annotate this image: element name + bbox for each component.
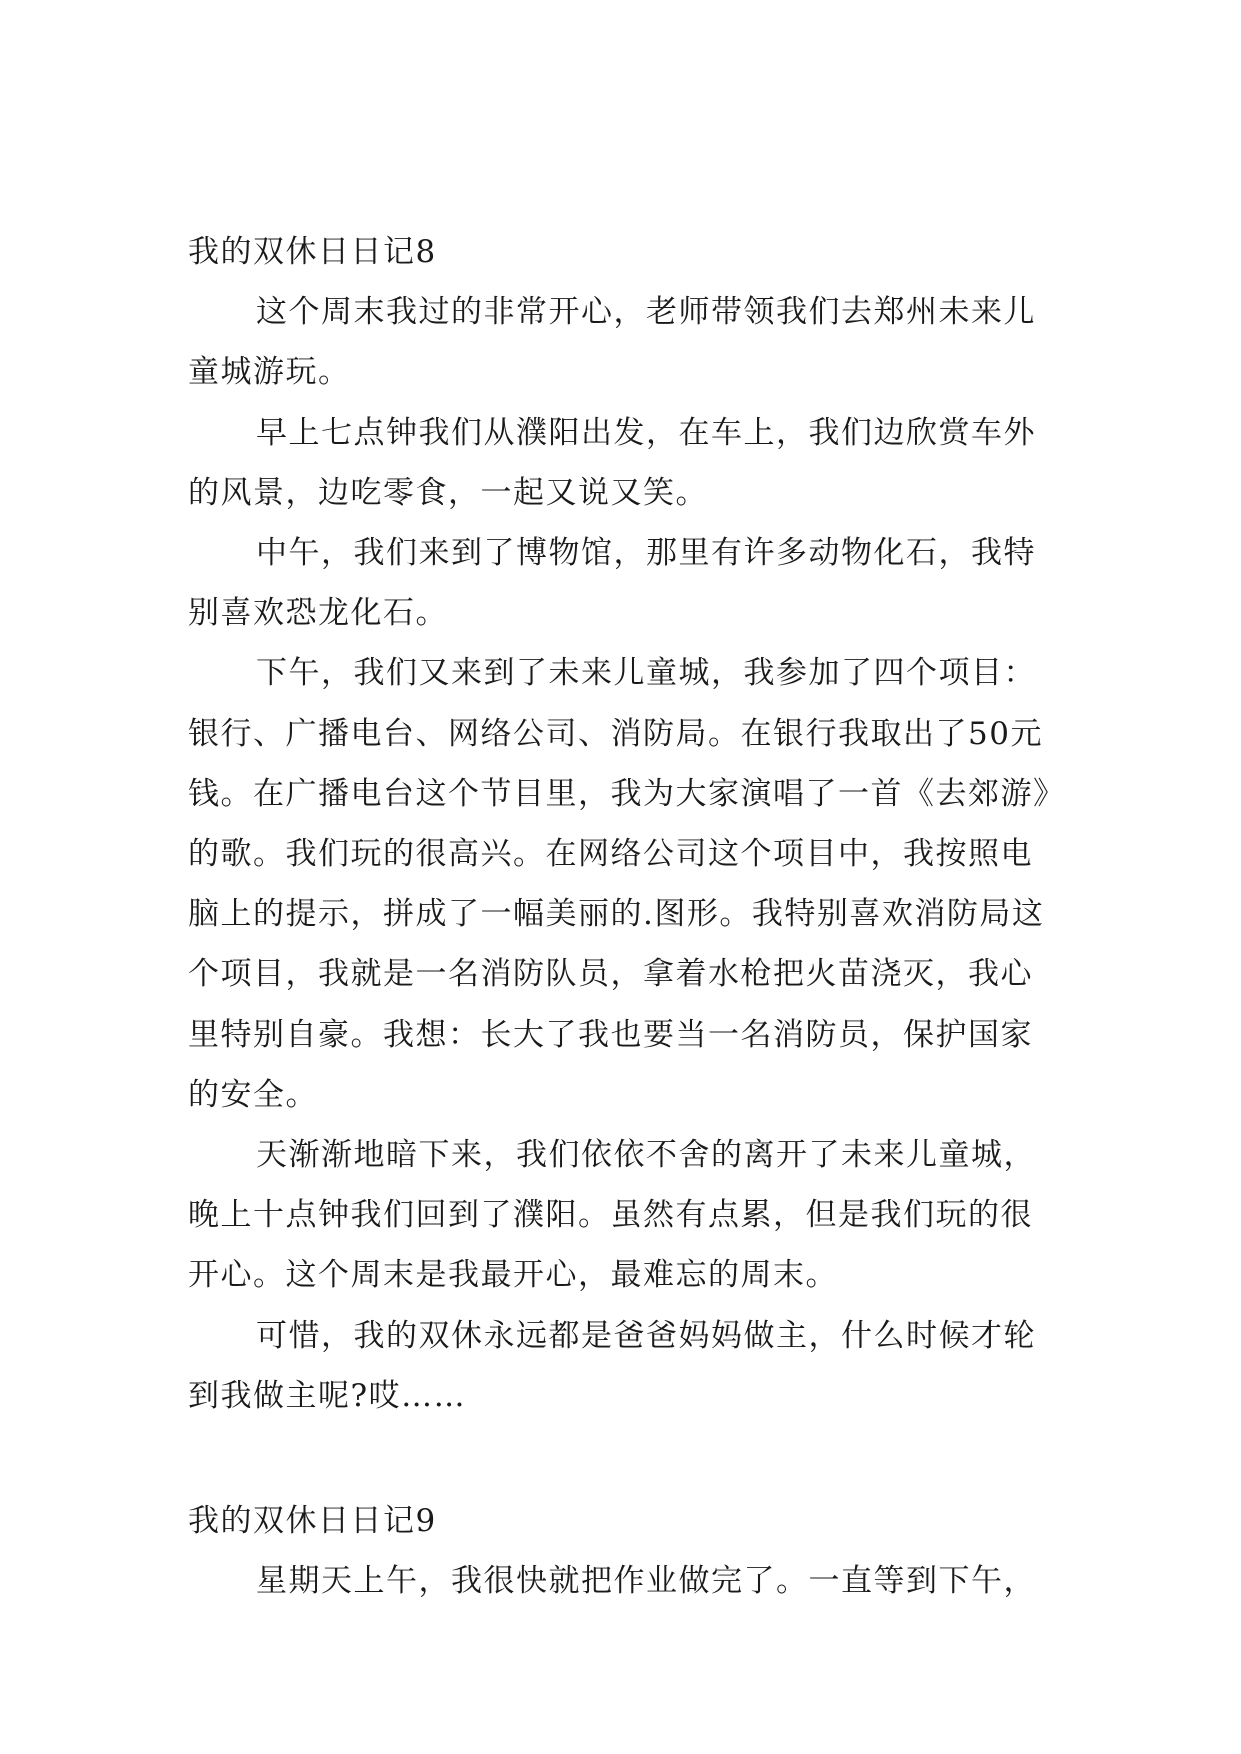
diary-8-paragraph-5: 天渐渐地暗下来，我们依依不舍的离开了未来儿童城，晚上十点钟我们回到了濮阳。虽然有点累，但是我们玩的很开心。这个周末是我最开心，最难忘的周末。 bbox=[188, 1137, 1036, 1294]
diary-9-title: 我的双休日日记9 bbox=[188, 1503, 437, 1540]
diary-8-title: 我的双休日日记8 bbox=[188, 234, 437, 270]
diary-8-paragraph-6: 可惜，我的双休永远都是爸爸妈妈做主，什么时候才轮到我做主呢?哎…… bbox=[188, 1317, 1036, 1414]
diary-8-paragraph-2: 早上七点钟我们从濮阳出发，在车上，我们边欣赏车外的风景，边吃零食，一起又说又笑。 bbox=[188, 414, 1036, 511]
diary-8-paragraph-3: 中午，我们来到了博物馆，那里有许多动物化石，我特别喜欢恐龙化石。 bbox=[188, 535, 1036, 632]
document-body bbox=[188, 222, 1058, 1611]
section-spacer bbox=[188, 1426, 1058, 1491]
diary-8-paragraph-4: 下午，我们又来到了未来儿童城，我参加了四个项目：银行、广播电台、网络公司、消防局。在银行我取出了50元钱。在广播电台这个节目里，我为大家演唱了一首《去郊游》的歌。我们玩的很高兴。在网络公司这个项目中，我按照电脑上的提示，拼成了一幅美丽的.图形。我特别喜欢消防局这个项目，我就是一名消防队员，拿着水枪把火苗浇灭，我心里特别自豪。我想：长大了我也要当一名消防员，保护国家的安全。 bbox=[188, 655, 1050, 1113]
diary-9-paragraph-1: 星期天上午，我很快就把作业做完了。一直等到下午， bbox=[256, 1563, 1036, 1600]
diary-8-paragraph-1: 这个周末我过的非常开心，老师带领我们去郑州未来儿童城游玩。 bbox=[188, 294, 1036, 391]
